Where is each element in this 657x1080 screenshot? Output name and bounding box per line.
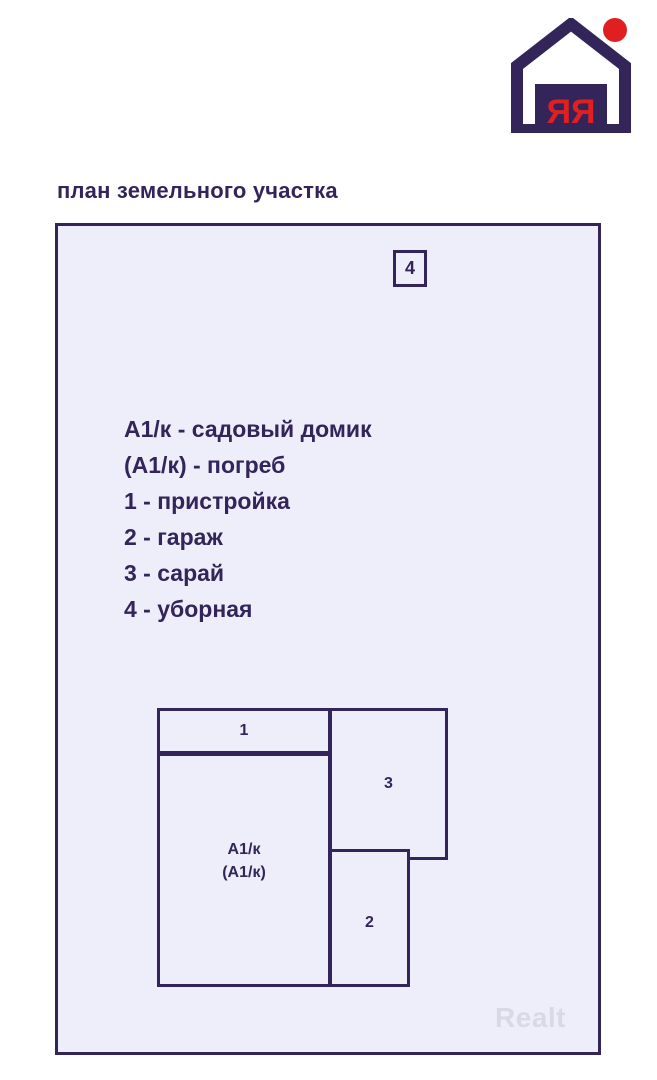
- watermark: Realt: [495, 1002, 566, 1033]
- logo-house-icon: [507, 18, 635, 133]
- building-shed-label: 3: [384, 775, 393, 792]
- building-cellar-label: (A1/к): [222, 864, 266, 881]
- building-shed: [329, 708, 448, 860]
- plan-legend: [124, 411, 372, 627]
- legend-line-3: 1 - пристройка: [124, 488, 290, 514]
- building-garage-label: 2: [365, 914, 374, 931]
- land-plot-plan: [55, 223, 601, 1055]
- legend-line-5: 3 - сарай: [124, 560, 225, 586]
- legend-line-4: 2 - гараж: [124, 524, 223, 550]
- building-house: [157, 753, 331, 987]
- legend-line-1: A1/к - садовый домик: [124, 416, 372, 442]
- logo-text-top: МОЯ: [551, 63, 591, 82]
- legend-line-2: (A1/к) - погреб: [124, 452, 286, 478]
- site-logo[interactable]: [507, 18, 635, 133]
- page-title: план земельного участка: [57, 178, 338, 203]
- logo-text-main: ЯЯ: [546, 93, 596, 131]
- building-garage: [329, 849, 410, 987]
- plan-marker-toilet: 4: [393, 250, 427, 287]
- building-extension: [157, 708, 331, 754]
- building-extension-label: 1: [239, 722, 249, 739]
- legend-line-6: 4 - уборная: [124, 596, 253, 622]
- building-house-label: A1/к: [227, 841, 261, 858]
